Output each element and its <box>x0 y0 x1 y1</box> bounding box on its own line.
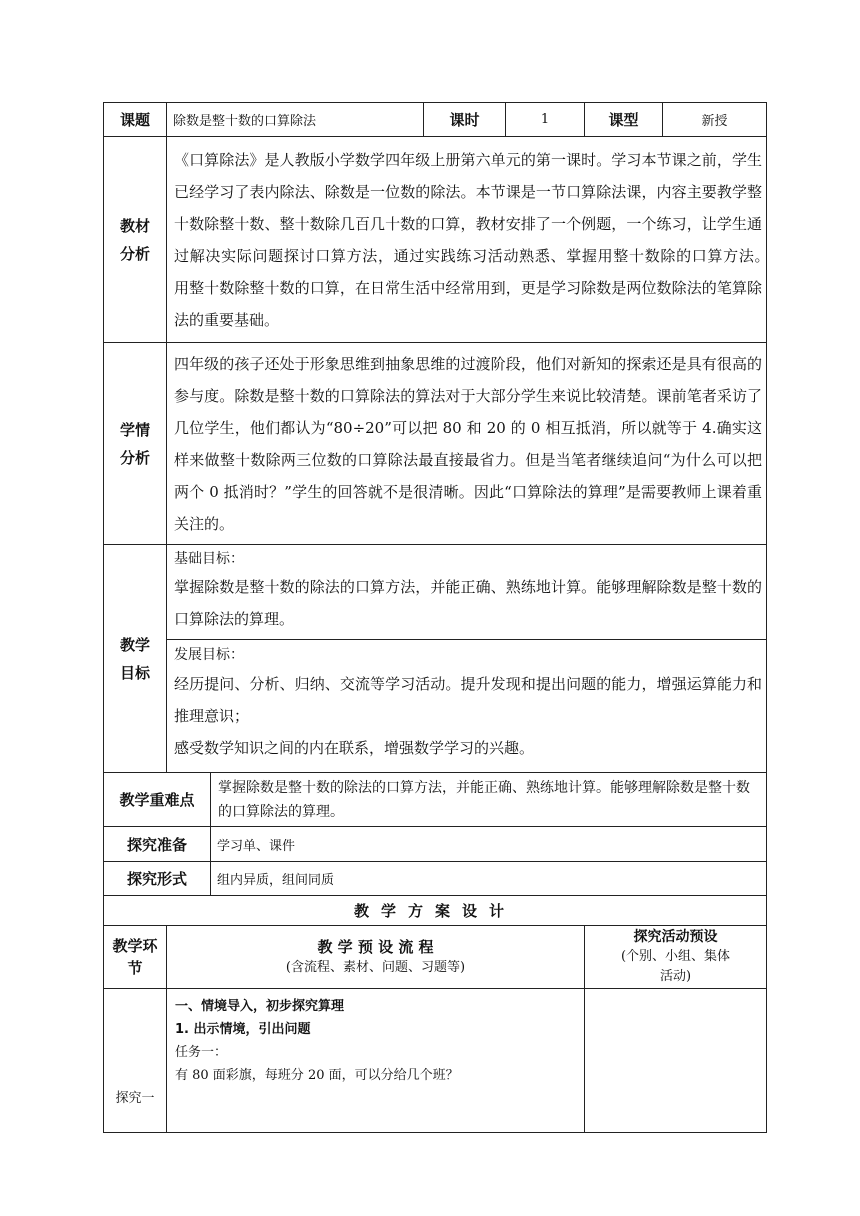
goals-label: 教学 目标 <box>104 545 167 773</box>
student-text: 四年级的孩子还处于形象思维到抽象思维的过渡阶段，他们对新知的探索还是具有很高的参与度。除数是整十数的口算除法的算法对于大部分学生来说比较清楚。课前笔者采访了几位学生，他们都认为“80÷20”可以把 80 和 20 的 0 相互抵消，所以就等于 4.确实这样来做整十数除两三位数的口算除法最直接最省力。但是当笔者继续追问“为什么可以把两个 0 抵消时？”学生的回答就不是很清晰。因此“口算除法的算理”是需要教师上课着重关注的。 <box>167 343 767 545</box>
goals-develop-row <box>104 640 767 773</box>
goals-develop <box>167 640 767 773</box>
explore1-question: 有 80 面彩旗，每班分 20 面，可以分给几个班？ <box>175 1068 459 1083</box>
keypoint-text: 掌握除数是整十数的除法的口算方法，并能正确、熟练地计算。能够理解除数是整十数的口算除法的算理。 <box>211 773 767 827</box>
explore1-activity <box>585 989 767 1133</box>
form-text: 组内异质，组间同质 <box>211 862 767 896</box>
design-title: 教学方案设计 <box>104 896 767 926</box>
topic-label: 课题 <box>104 103 167 137</box>
explore1-row <box>104 989 767 1133</box>
type-label: 课型 <box>585 103 663 137</box>
explore1-flow <box>167 989 585 1133</box>
develop-goal-text-1: 经历提问、分析、归纳、交流等学习活动。提升发现和提出问题的能力，增强运算能力和推理意识； <box>174 675 763 725</box>
lesson-plan <box>103 102 778 1133</box>
explore1-stage: 探究一 <box>104 989 167 1133</box>
explore1-subheading: 1. 出示情境，引出问题 <box>175 1022 311 1037</box>
flow-heading: 教 学 预 设 流 程 (含流程、素材、问题、习题等) <box>167 926 585 989</box>
form-label: 探究形式 <box>104 862 211 896</box>
period-value: 1 <box>506 103 585 137</box>
column-heading-row <box>104 926 767 989</box>
prep-text: 学习单、课件 <box>211 827 767 862</box>
form-row <box>104 862 767 896</box>
header-row <box>104 103 767 137</box>
explore1-task: 任务一： <box>175 1045 228 1060</box>
topic-value: 除数是整十数的口算除法 <box>167 103 424 137</box>
develop-goal-text-2: 感受数学知识之间的内在联系，增强数学学习的兴趣。 <box>174 739 535 757</box>
basic-goal-title: 基础目标： <box>174 551 244 567</box>
material-label: 教材 分析 <box>104 137 167 343</box>
student-label: 学情 分析 <box>104 343 167 545</box>
goals-basic-row <box>104 545 767 640</box>
type-value: 新授 <box>663 103 767 137</box>
design-title-row <box>104 896 767 926</box>
period-label: 课时 <box>424 103 506 137</box>
keypoint-row <box>104 773 767 827</box>
explore1-heading: 一、情境导入，初步探究算理 <box>175 999 345 1014</box>
prep-label: 探究准备 <box>104 827 211 862</box>
goals-basic <box>167 545 767 640</box>
basic-goal-text: 掌握除数是整十数的除法的口算方法，并能正确、熟练地计算。能够理解除数是整十数的口算除法的算理。 <box>174 578 763 628</box>
lesson-plan-table <box>103 102 778 1133</box>
develop-goal-title: 发展目标： <box>174 647 244 663</box>
prep-row <box>104 827 767 862</box>
stage-heading: 教学环 节 <box>104 926 167 989</box>
material-text: 《口算除法》是人教版小学数学四年级上册第六单元的第一课时。学习本节课之前，学生已经学习了表内除法、除数是一位数的除法。本节课是一节口算除法课，内容主要教学整十数除整十数、整十数除几百几十数的口算，教材安排了一个例题，一个练习，让学生通过解决实际问题探讨口算方法，通过实践练习活动熟悉、掌握用整十数除的口算方法。 用整十数除整十数的口算，在日常生活中经常用到，更是学习除数是两位数除法的笔算除法的重要基础。 <box>167 137 767 343</box>
activity-heading: 探究活动预设 (个别、小组、集体 活动) <box>585 926 767 989</box>
material-row <box>104 137 767 343</box>
student-row <box>104 343 767 545</box>
keypoint-label: 教学重难点 <box>104 773 211 827</box>
